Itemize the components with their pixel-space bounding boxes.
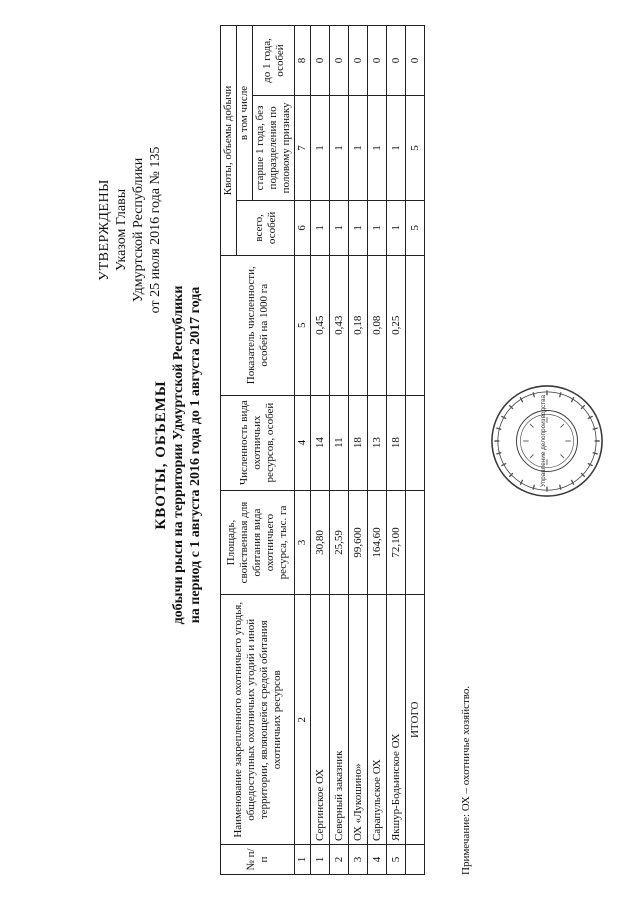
row-name: Северный заказник bbox=[330, 595, 349, 845]
row-density: 0,25 bbox=[387, 255, 406, 395]
column-index-row bbox=[295, 26, 311, 875]
row-density: 0,45 bbox=[311, 255, 330, 395]
total-older: 5 bbox=[406, 95, 425, 200]
table-row bbox=[387, 26, 406, 875]
approval-line-3: Удмуртской Республики bbox=[131, 157, 146, 303]
row-area: 25,59 bbox=[330, 490, 349, 595]
row-total: 1 bbox=[330, 200, 349, 255]
table-row bbox=[330, 26, 349, 875]
row-older: 1 bbox=[349, 95, 368, 200]
row-young: 0 bbox=[349, 26, 368, 96]
header-older: старше 1 года, без подразделения по половому признаку bbox=[253, 95, 295, 200]
title-main: КВОТЫ, ОБЪЕМЫ bbox=[153, 380, 169, 530]
row-num: 4 bbox=[368, 845, 387, 875]
row-population: 18 bbox=[349, 395, 368, 490]
official-seal-stamp bbox=[488, 382, 606, 500]
row-older: 1 bbox=[368, 95, 387, 200]
total-label: ИТОГО bbox=[406, 595, 425, 845]
row-density: 0,18 bbox=[349, 255, 368, 395]
row-total: 1 bbox=[311, 200, 330, 255]
total-row bbox=[406, 26, 425, 875]
quota-table bbox=[220, 25, 425, 875]
row-area: 72,100 bbox=[387, 490, 406, 595]
row-young: 0 bbox=[368, 26, 387, 96]
row-area: 99,600 bbox=[349, 490, 368, 595]
footnote: Примечание: ОХ – охотничье хозяйство. bbox=[460, 685, 472, 875]
row-area: 30,80 bbox=[311, 490, 330, 595]
header-num: № п/п bbox=[221, 845, 295, 875]
total-population-cell bbox=[406, 395, 425, 490]
index-cell: 4 bbox=[295, 395, 311, 490]
title-line-3: на период с 1 августа 2016 года до 1 августа 2017 года bbox=[188, 286, 203, 624]
row-total: 1 bbox=[387, 200, 406, 255]
row-young: 0 bbox=[330, 26, 349, 96]
row-density: 0,08 bbox=[368, 255, 387, 395]
approval-title: УТВЕРЖДЕНЫ bbox=[97, 179, 112, 281]
title-line-2: добычи рыси на территории Удмуртской Республики bbox=[171, 285, 186, 625]
document-title bbox=[153, 175, 204, 735]
table-row bbox=[349, 26, 368, 875]
row-name: Сергинское ОХ bbox=[311, 595, 330, 845]
index-cell: 3 bbox=[295, 490, 311, 595]
approval-line-2: Указом Главы bbox=[114, 188, 129, 272]
row-population: 14 bbox=[311, 395, 330, 490]
total-density-cell bbox=[406, 255, 425, 395]
header-population: Численность вида охотничьих ресурсов, особей bbox=[221, 395, 295, 490]
row-total: 1 bbox=[368, 200, 387, 255]
approval-line-4: от 25 июля 2016 года № 135 bbox=[148, 146, 163, 314]
table-row bbox=[311, 26, 330, 875]
total-young: 0 bbox=[406, 26, 425, 96]
header-total: всего, особей bbox=[237, 200, 295, 255]
total-area-cell bbox=[406, 490, 425, 595]
row-young: 0 bbox=[387, 26, 406, 96]
header-name: Наименование закрепленного охотничьего угодья, общедоступных охотничьих угодий и иной территории, являющейся средой обитания охотничьих ресурсов bbox=[221, 595, 295, 845]
total-total: 5 bbox=[406, 200, 425, 255]
total-num-cell bbox=[406, 845, 425, 875]
header-including: в том числе bbox=[237, 26, 253, 201]
header-area: Площадь, свойственная для обитания вида охотничьего ресурса, тыс. га bbox=[221, 490, 295, 595]
row-name: ОХ «Лукошино» bbox=[349, 595, 368, 845]
header-density: Показатель численности, особей на 1000 га bbox=[221, 255, 295, 395]
header-young: до 1 года, особей bbox=[253, 26, 295, 96]
row-older: 1 bbox=[387, 95, 406, 200]
stamp-text: Управление делопроизводства bbox=[540, 394, 548, 488]
row-young: 0 bbox=[311, 26, 330, 96]
row-older: 1 bbox=[330, 95, 349, 200]
row-population: 13 bbox=[368, 395, 387, 490]
row-older: 1 bbox=[311, 95, 330, 200]
row-num: 5 bbox=[387, 845, 406, 875]
row-population: 11 bbox=[330, 395, 349, 490]
index-cell: 1 bbox=[295, 845, 311, 875]
row-num: 2 bbox=[330, 845, 349, 875]
row-name: Якшур-Бодьинское ОХ bbox=[387, 595, 406, 845]
index-cell: 6 bbox=[295, 200, 311, 255]
row-area: 164,60 bbox=[368, 490, 387, 595]
row-density: 0,43 bbox=[330, 255, 349, 395]
row-num: 3 bbox=[349, 845, 368, 875]
index-cell: 7 bbox=[295, 95, 311, 200]
row-num: 1 bbox=[311, 845, 330, 875]
index-cell: 8 bbox=[295, 26, 311, 96]
index-cell: 5 bbox=[295, 255, 311, 395]
row-total: 1 bbox=[349, 200, 368, 255]
header-quotas-group: Квоты, объемы добычи bbox=[221, 26, 237, 256]
index-cell: 2 bbox=[295, 595, 311, 845]
row-name: Сарапульское ОХ bbox=[368, 595, 387, 845]
row-population: 18 bbox=[387, 395, 406, 490]
table-row bbox=[368, 26, 387, 875]
